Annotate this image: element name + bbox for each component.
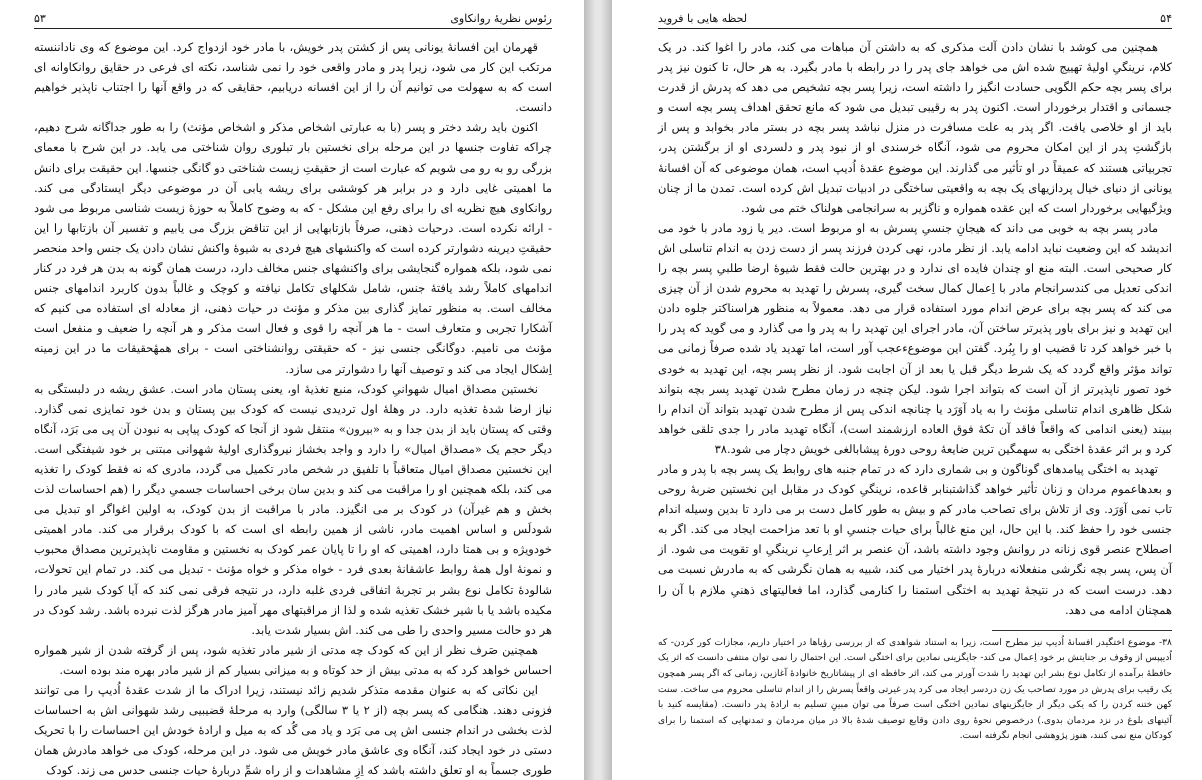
right-page-body <box>658 37 1172 620</box>
right-running-head: لحظه هایی با فروید <box>658 12 748 25</box>
paragraph: اکنون باید رشد دختر و پسر (با به عبارتی اشخاص مذکر و اشخاص مؤنث) را به طور جداگانه شرح دهیم، چراکه تفاوت جنسها در این مرحله برای نخستین بار تبلوری روان شناختی می یابد. در این شرح با معمای بزرگی رو به رو می شویم که عبارت است از حقیقتِ زیست شناختی دو گانگی جنسها. این حقیقت برای دانش ما اهمیتی غایی دارد و در برابر هر کوششی برای ریشه یابی آن در موضوعی دیگر ایستادگی می کند. روانکاوی هیچ نظریه ای را برای رفع این مشکل - که به وضوح کاملاً به حوزهٔ زیست شناسی مربوط می شود - ارائه نکرده است. درحیات ذهنی، صرفاً بازتابهایی از این تناقض بزرگ می یابیم و تفسیر آن بازتابها را این حقیقتِ دیرینه دشوارتر کرده است که واکنشهای هیچ فردی به شیوهٔ واکنش نشان دادن یک جنس واحد منحصر نمی شود، بلکه همواره گنجایشی برای واکنشهای جنس مخالف دارد، درست همان گونه به بدن هر فرد در کنار اندامهای کاملاً رشد یافتهٔ جنس، شامل شکلهای تکامل نیافته و کوچک و غالباً بدون کاربرد اندامهای جنس مخالف است. به منظور تمایز گذاری بین مذکر و مؤنث در حیات ذهنی، از معادله ای استفاده می کنیم که آشکارا تجربی و متعارف است - ما هر آنچه را قوی و فعال است مذکر و هر آنچه را ضعیف و منفعل است مؤنث می نامیم. دوگانگی جنسی نیز - که حقیقتی روانشناختی است - برای همهٔحقیقات ما در این زمینه اِشکال ایجاد می کند و توصیف آنها را دشوارتر می سازد. <box>34 120 552 376</box>
paragraph: قهرمان این افسانهٔ یونانی پس از کشتن پدر خویش، با مادر خود ازدواج کرد. این موضوع که وی ناداننسته مرتکب این کار می شود، زیرا پدر و مادر واقعی خود را نمی شناسد، نکته ای فرعی در حقایق روانکاوانه ای است که به سهولت می توانیم آن را از این افسانه دریابیم، حقایقی که در واقع آنها را اجتناب ناپذیر خواهیم دانست. <box>34 40 552 115</box>
left-running-head: رئوس نظریهٔ روانکاوی <box>450 12 552 25</box>
footnote-38: ۳۸- موضوع اختگیدر افسانهٔ اُدیپ نیز مطرح است، زیرا به استناد شواهدی که از بررسی رؤیاها در اختیار داریم، مجازات کور کردن- که اُدیپپس از وقوف بر جنایتش بر خود اِعمال می کند- جایگزینی نمادین برای اختگی است. این احتمال را نمی توان منتفی دانست که اثر یک حافظهٔ برآمده از تکامل نوع بشر این تهدید را شدت آورتر می کند، اثر حافظه ای از پیشاتاریخ خانوادهٔ آغازین، زمانی که اگر پسر همچون یک رقیب برای پدرش در مورد تصاحب یک زن دردسر ایجاد می کرد پدر غیرتی واقعاً پسرش را از اندام تناسلی محروم می ساخت. سنت کهن ختنه کردن را که یکی دیگر از جایگزینهای نمادین اختگی است صرفاً می توان مبینِ تسلیم به ارادهٔ پدر دانست. (مقایسه کنید با آئینهای بلوغ در نزد مردمان بدوی.) درخصوص نحوهٔ روی دادن وقایع توصیف شدهٔ بالا در میان مردمان و تمدنهایی که استمنا را برای کودکان منع نمی کنند، هنوز پژوهشی انجام نگرفته است. <box>658 636 1172 742</box>
left-page-number: ۵۳ <box>34 12 46 25</box>
paragraph: همچنین می کوشد با نشان دادن آلت مذکری که به داشتن آن مباهات می کند، مادر را اغوا کند. در یک کلام، نرینگیِ اولیهٔ تهییج شده اش می خواهد جای پدر را در رابطه با مادر بگیرد. به هر حال، تا کنون نیز پدر برای پسر بچه حکم الگویی حسادت انگیز را داشته است، زیرا پسر بچه تشخیص می دهد که پدرش از قدرت جسمانی و اقتدار برخوردار است. اکنون پدر به رقیبی تبدیل می شود که مانع تحقق اهداف پسر بچه است و باید از او خلاصی یافت. اگر پدر به علت مسافرت در منزل نباشد پسر بچه در بستر مادر بخوابد و پس از بازگشتِ پدر از این امکان محروم می شود، آنگاه خرسندی او از نبود پدر و دلسردی او از برگشتن پدر، تجربیاتی هستند که عمیقاً در او تأثیر می گذارند. این موضوع عقدهٔ اُدیپ است، همان موضوعی که آن افسانهٔ یونانی از دنیای خیال پردازیهای یک بچه به واقعیتی ساختگی در ادبیات تبدیل اش کرده است. تمدن ما از چنان ویژگیهایی برخوردار است که این عقده همواره و ناگزیر به سرانجامی هولناک ختم می شود. <box>658 40 1172 215</box>
right-page-header <box>658 12 1172 29</box>
paragraph: نخستین مصداق امیال شهوانیِ کودک، منبع تغذیهٔ او، یعنی پستان مادر است. عشق ریشه در دلبستگی به نیاز ارضا شدهٔ تغذیه دارد. در وهلهٔ اول تردیدی نیست که کودک بین پستان و بدن خود تمایزی نمی گذارد. وقتی که پستان باید از بدن جدا و به «بیرون» منتقل شود از آنجا که کودک پیاپی به نبودن آن پی می بَرَد، آنگاه دیگر حجم یک «مصداق امیال» را دارد و واجد بخشاز نیروگذاری اولیهٔ شهوانی مبتنی بر خود شیفتگی است. این نخستین مصداق امیال متعاقباً با تلفیق در شخص مادر تکمیل می گردد، مادری که نه فقط کودک را تغذیه می کند، بلکه همچنین او را مراقبت می کند و بدین سان برخی احساسات جسمیِ دیگر را (هم احساسات لذت بخش و هم غیرآن) در کودک بر می انگیزد. مادر با مراقبت از بدن کودک، به اولین اغواگر او تبدیل می شودلَس و اساس اهمیت مادر، ناشی از همین رابطه ای است که با کودک برقرار می کند. مادر اهمیتی خودویژه و بی همتا دارد، اهمیتی که او را تا پایان عمر کودک به نخستین و مقاومت ناپذیرترین مصداق محبوب و نمونهٔ اول همهٔ روابط عاشقانهٔ بعدی فرد - خواه مذکر و خواه مؤنث - تبدیل می کند. در تمام این تحولات، شالودهٔ تکامل نوع بشر بر تجربهٔ اتفاقی فردی غلبه دارد، در نتیجه فرقی نمی کند که آیا کودک شیر مادر را مکیده باشد یا با شیر خشک تغذیه شده و لذا از مراقبتهای مهر آمیز مادر هرگز لذت نبرده باشد. رشد کودک در هر دو حالت مسیر واحدی را طی می کند. اش بسیار شدت یابد. <box>34 381 552 637</box>
left-page-header <box>34 12 552 29</box>
left-page <box>0 0 584 780</box>
left-page-body <box>34 37 552 780</box>
paragraph: تهدید به اختگی پیامدهای گوناگون و بی شماری دارد که در تمام جنبه های روابط یک پسر بچه با پدر و مادر و بعدهاعموم مردان و زنان تأثیر خواهد گذاشتبنابر قاعده، نرینگیِ کودک در مقابل این نخستین ضربهٔ روحی تاب نمی آوَرَد. وی از تلاش برای تصاحب مادر کم و بیش به طور کامل دست بر می دارد تا بدین وسیله اندام جنسی خود را حفظ کند. با این حال، این منع غالباً برای حیات جنسیِ او با تعد مزاحمت ایجاد می کند. اگر به اصطلاح عنصر قوی زنانه در روانش وجود داشته باشد، آن عنصر بر اثر اِرعابِ نرینگیِ او تقویت می شود. از آن پس، پسر بچه نگرشی منفعلانه دربارهٔ پدر اختیار می کند، شبیه به همان نگرشی که به مادرش نسبت می دهد. درست است که در نتیجهٔ تهدید به اختگی استمنا را کنارمی گذارد، اما فعالیتهای ذهنیِ ملازم با آن را همچنان ادامه می دهد. <box>658 461 1172 617</box>
footnote-divider <box>992 630 1172 631</box>
paragraph: مادر پسر بچه به خوبی می داند که هیجانِ جنسیِ پسرش به او مربوط است. دیر یا زود مادر با خود می اندیشد که این وضعیت نباید ادامه یابد. از نظر مادر، نهی کردن فرزند پسر از دست زدن به اندام تناسلی اش کار صحیحی است. البته منع او چندان فایده ای ندارد و در بهترین حالت فقط شیوهٔ ارضا طلبیِ پسر بچه را اندکی تعدیل می کندسرانجام مادر با اِعمال کمال سخت گیری، پسرش را تهدید به محروم شدن از آن چیزی می کند که پسر بچه برای عرض اندام مورد استفاده قرار می دهد. معمولاً به منظور هراسناکتر جلوه دادن این تهدید و نیز برای باور پذیرتر ساختن آن، مادر اجرای این تهدید را به پدر وا می گذارد و می گوید که پدر را با خبر خواهد کرد تا قضیب او را بِبُرد. گفتن این موضوعءعجب آور است، اما تهدید یاد شده صرفاً زمانی می تواند مؤثر واقع گردد که یک شرط دیگر قبل یا بعد از آن اجابت شود. از نظر پسر بچه، این تهدید به خودی خود تصور ناپذیرتر از آن است که بتواند اجرا شود. لیکن چنچه در زمان مطرح شدن تهدید پسر بچه بتواند شکل ظاهری اندام تناسلی مؤنث را به یاد آوَرَد یا چنانچه اندکی پس از مطرح شدن تهدید بتواند آن اندام را ببیند (یعنی اندامی که واقعاً فاقد آن تکهٔ فوق العاده ارزشمند است)، آنگاه تهدید مادر را جدی تلقی خواهد کرد و بر اثر عقدهٔ اختگی به سهمگین ترین ضایعهٔ روحی دورهٔ پیشابالغی خویش دچار می شود.۳۸ <box>658 220 1172 456</box>
paragraph: همچنین صَرف نظر از این که کودک چه مدتی از شیر مادر تغذیه شود، پس از گرفته شدن از شیر همواره احساس خواهد کرد که به مدتی بیش از حد کوتاه و به میزانی بسیار کم از شیر مادر بهره مند بوده است. <box>34 642 552 677</box>
footnotes <box>658 635 1172 744</box>
right-page <box>612 0 1202 780</box>
paragraph: این نکاتی که به عنوان مقدمه متذکر شدیم زائد نیستند، زیرا ادراک ما از شدت عقدهٔ اُدیپ را می توانند فزونی دهند. هنگامی که پسر بچه (از ۲ یا ۳ سالگی) وارد به مرحلهٔ قضیبیی رشد شهوانی اش به احساسات لذت بخشی در اندام جنسی اش پی می بَرَد و یاد می گُد که به میل و ارادهٔ خودش این احساسات را با تحریک دستی در خود ایجاد کند، آنگاه وی عاشق مادر خویش می شود. در این مرحله، کودک می خواهد مادرش همان طوری جسماً به او تعلق داشته باشد که اِزِ مشاهدات و از راه شمِّ دربارهٔ حیات جنسی حدس می زند. کودک <box>34 683 552 778</box>
book-gutter <box>584 0 612 780</box>
right-page-number: ۵۴ <box>1160 12 1172 25</box>
